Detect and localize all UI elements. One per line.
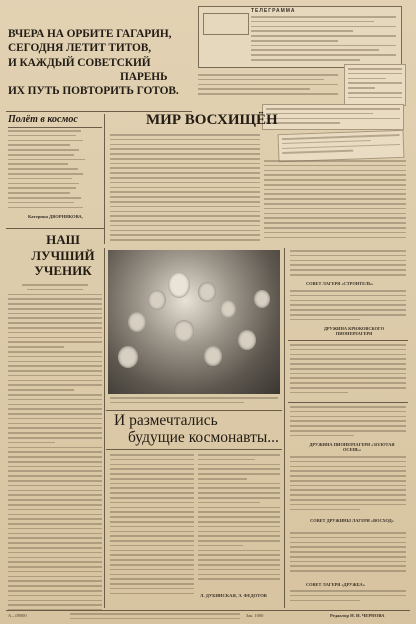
right-letter	[290, 532, 406, 580]
masthead-line: ИХ ПУТЬ ПОВТОРИТЬ ГОТОВ.	[8, 85, 179, 98]
masthead-slogan	[8, 27, 192, 105]
telegram-tape	[278, 130, 405, 162]
masthead-line: ПАРЕНЬ	[120, 70, 168, 83]
right-letter	[290, 406, 406, 440]
pupil-headline-line: УЧЕНИК	[34, 263, 92, 278]
signature-zolotaya-osen: ДРУЖИНА ПИОНЕРЛАГЕРЯ «ЗОЛОТАЯ ОСЕНЬ»	[309, 442, 395, 453]
column-rule	[104, 248, 105, 608]
right-letter	[290, 290, 406, 324]
cosmonauts-article-col1	[110, 454, 194, 602]
poem-text	[8, 130, 102, 212]
divider	[6, 228, 104, 229]
mir-article	[110, 134, 260, 246]
column-rule	[284, 248, 285, 608]
column-rule	[104, 114, 105, 244]
poem-title: Полёт в космос	[8, 114, 102, 128]
right-letter	[290, 456, 406, 516]
telegram-tape	[198, 72, 338, 100]
cosmonauts-byline: Л. ДУБИНСКАЯ, Э. ФЕДОТОВ	[200, 593, 267, 598]
pupil-article	[8, 284, 102, 610]
photo-caption	[110, 397, 278, 407]
divider	[288, 402, 408, 403]
pupil-headline	[26, 232, 100, 279]
signature-druzhba: СОВЕТ ЛАГЕРЯ «ДРУЖБА»	[306, 582, 365, 587]
cosmonauts-article-col2	[198, 454, 280, 590]
poem-author: Катерина ДВОРНИКОВА,	[28, 214, 83, 219]
poem-block	[8, 114, 102, 226]
signature-kryukovo: ДРУЖИНА КРЮКОВСКОГО ПИОНЕРЛАГЕРЯ	[323, 326, 385, 337]
footer-editor: Редактор Н. И. ЧЕРНОВА	[330, 613, 385, 618]
divider	[288, 340, 408, 341]
signature-stroitel: СОВЕТ ЛАГЕРЯ «СТРОИТЕЛЬ»	[306, 281, 374, 286]
footer-left: А—00000	[8, 613, 27, 618]
pupil-headline-line: НАШ	[46, 232, 80, 247]
telegram-stamp	[203, 13, 249, 35]
telegram-tape	[262, 104, 404, 130]
mir-article	[264, 160, 406, 246]
mir-headline: МИР ВОСХИЩЁН	[146, 112, 278, 128]
masthead-line: И КАЖДЫЙ СОВЕТСКИЙ	[8, 56, 151, 69]
photo-cosmonaut-with-children	[108, 250, 280, 394]
masthead-line: СЕГОДНЯ ЛЕТИТ ТИТОВ,	[8, 42, 152, 55]
right-letter	[290, 250, 406, 280]
cosmonauts-headline-line: И размечтались	[114, 412, 218, 429]
right-letter	[290, 590, 406, 608]
footer-imprint	[70, 613, 240, 622]
footer-rule	[6, 610, 410, 611]
footer-center: Зак. 1000	[246, 613, 264, 618]
telegram-form	[198, 6, 402, 68]
cosmonauts-headline	[114, 412, 282, 446]
cosmonauts-headline-line: будущие космонавты...	[128, 429, 279, 446]
divider	[106, 449, 282, 450]
pupil-headline-line: ЛУЧШИЙ	[31, 247, 95, 263]
telegram-tape	[344, 64, 406, 106]
masthead-line: ВЧЕРА НА ОРБИТЕ ГАГАРИН,	[8, 28, 172, 40]
telegram-header: ТЕЛЕГРАММА	[251, 8, 296, 14]
divider	[106, 410, 282, 411]
telegram-text	[251, 16, 396, 62]
signature-voskhod: СОВЕТ ДРУЖИНЫ ЛАГЕРЯ «ВОСХОД»	[310, 518, 394, 523]
right-letter	[290, 344, 406, 400]
